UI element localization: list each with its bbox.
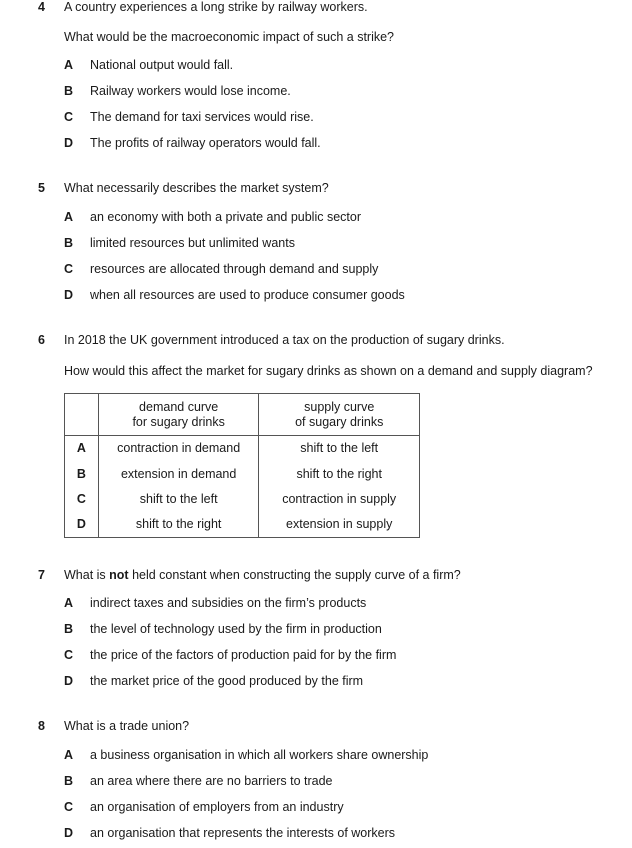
stem-part: held constant when constructing the supply curve of a firm?: [128, 568, 461, 582]
table-row: [65, 436, 420, 462]
option-text: indirect taxes and subsidies on the firm’s products: [90, 596, 367, 610]
question-stem: A country experiences a long strike by railway workers.: [64, 0, 368, 14]
header-line: for sugary drinks: [132, 414, 225, 429]
row-supply: shift to the left: [259, 436, 420, 462]
question-number: 4: [38, 0, 45, 14]
row-letter: C: [65, 487, 99, 512]
option-letter: C: [64, 800, 74, 814]
option-text: resources are allocated through demand and supply: [90, 262, 379, 276]
row-supply: contraction in supply: [259, 487, 420, 512]
option-letter: C: [64, 110, 74, 124]
answer-table: [64, 393, 420, 538]
option-text: an organisation that represents the interests of workers: [90, 826, 396, 840]
option-letter: B: [64, 84, 74, 98]
option-letter: D: [64, 826, 74, 840]
option-text: the level of technology used by the firm in production: [90, 622, 382, 636]
option-letter: B: [64, 774, 74, 788]
option-letter: D: [64, 288, 74, 302]
stem-part: What is: [64, 568, 110, 582]
question-stem: What is a trade union?: [64, 719, 190, 733]
option-text: the market price of the good produced by the firm: [90, 674, 364, 688]
option-letter: A: [64, 58, 74, 72]
question-number: 5: [38, 181, 45, 195]
question-number: 8: [38, 719, 45, 733]
question-prompt: What would be the macroeconomic impact of such a strike?: [64, 30, 395, 44]
option-text: The profits of railway operators would fall.: [90, 136, 321, 150]
option-text: National output would fall.: [90, 58, 234, 72]
question-stem: In 2018 the UK government introduced a tax on the production of sugary drinks.: [64, 333, 505, 347]
question-prompt: How would this affect the market for sugary drinks as shown on a demand and supply diagram?: [64, 364, 593, 378]
stem-emphasis: not: [109, 568, 129, 582]
question-stem: What necessarily describes the market system?: [64, 181, 329, 195]
option-letter: A: [64, 210, 74, 224]
header-line: supply curve: [304, 399, 375, 414]
option-letter: C: [64, 648, 74, 662]
option-letter: D: [64, 136, 74, 150]
question-stem: [64, 568, 461, 582]
table-row: [65, 461, 420, 486]
question-number: 6: [38, 333, 45, 347]
header-line: demand curve: [139, 399, 219, 414]
row-letter: D: [65, 512, 99, 538]
option-text: when all resources are used to produce consumer goods: [90, 288, 405, 302]
option-letter: B: [64, 236, 74, 250]
option-letter: B: [64, 622, 74, 636]
table-row: [65, 487, 420, 512]
option-letter: C: [64, 262, 74, 276]
row-demand: contraction in demand: [98, 436, 259, 462]
option-text: an area where there are no barriers to trade: [90, 774, 333, 788]
option-text: Railway workers would lose income.: [90, 84, 291, 98]
header-line: of sugary drinks: [295, 414, 384, 429]
row-supply: shift to the right: [259, 461, 420, 486]
option-text: the price of the factors of production paid for by the firm: [90, 648, 397, 662]
table-header-row: [65, 394, 420, 436]
option-text: The demand for taxi services would rise.: [90, 110, 314, 124]
row-demand: shift to the left: [98, 487, 259, 512]
row-demand: shift to the right: [98, 512, 259, 538]
row-letter: B: [65, 461, 99, 486]
option-text: an economy with both a private and public sector: [90, 210, 361, 224]
table-header-empty: [65, 394, 99, 436]
option-letter: A: [64, 748, 74, 762]
table-header-supply: [259, 394, 420, 436]
option-letter: A: [64, 596, 74, 610]
row-demand: extension in demand: [98, 461, 259, 486]
option-text: limited resources but unlimited wants: [90, 236, 295, 250]
option-text: a business organisation in which all workers share ownership: [90, 748, 429, 762]
table-header-demand: [98, 394, 259, 436]
row-supply: extension in supply: [259, 512, 420, 538]
row-letter: A: [65, 436, 99, 462]
option-letter: D: [64, 674, 74, 688]
table-row: [65, 512, 420, 538]
question-number: 7: [38, 568, 45, 582]
option-text: an organisation of employers from an industry: [90, 800, 344, 814]
